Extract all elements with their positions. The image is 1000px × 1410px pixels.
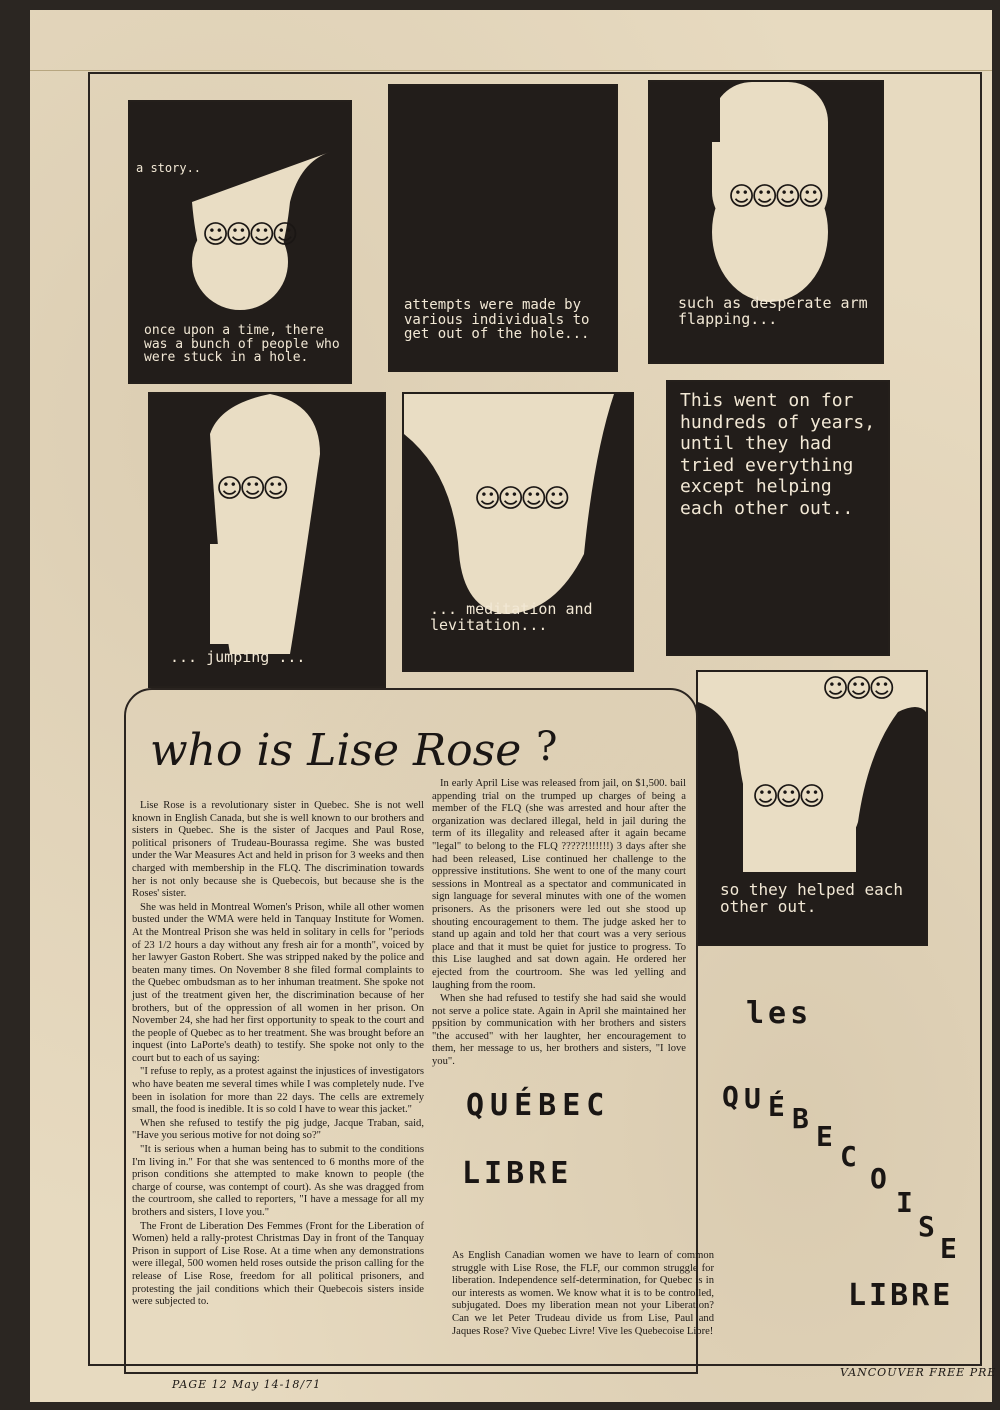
panel-2-caption: attempts were made by various individuals to get out of the hole... [404, 297, 590, 343]
panel-5-caption: ... meditation and levitation... [430, 600, 593, 634]
slogan-letter: B [792, 1102, 809, 1135]
article-paragraph: In early April Lise was released from jail, on $1,500. bail appending trial on the trumped up charges of being a member of the FLQ (she was arrested and hour after the organization was declared illegal, held in jail during the term of its illegality and released after it again became "legal" to belong to the FLQ ?????!!!!!!!) 3 days after she had been released, Lise continued her challenge to the oppressive institutions. She went to one of the many court sessions in Montreal as a spectator and communicated in sign language for several minutes with one of the women prisoners. As the prisoners were led out she stood up shouting encouragement to them. The judge asked her to stand up again and told her that court was a very serious place and that it must be quiet for justice to progress. To this Lise laughed and sat down again. He ordered her ejected from the courtroom. She was led yelling and laughing from the room. [432, 778, 686, 991]
slogan-letter: S [918, 1210, 935, 1243]
comic-panel-2 [388, 84, 618, 372]
comic-panel-7 [696, 670, 928, 946]
article-paragraph: She was held in Montreal Women's Prison, while all other women busted under the WMA were held in Tanquay Institute for Women. At the Montreal Prison she was held in solitary in cells for "periods of 23 1/2 hours a day without any fresh air for a month", voiced by her lawyer Gaston Robert. She was stripped naked by the police and beaten many times. On November 8 she filed formal complaints to the Quebec ombudsman as to her inhuman treatment. She spoke not just of the treatment given her, the discrimination because of her brothers, but of the oppression of all women in her prison. On November 24, she had her first opportunity to speak to the court and the people of Quebec as to her treatment. She was brought before an inquest (into LaPorte's death) to testify. She spoke not only to the court but to each of us saying: [132, 901, 424, 1064]
slogan-letter: É [768, 1090, 785, 1123]
quebec-slogan: QUÉBEC [466, 1088, 611, 1123]
panel-3-caption: such as desperate arm flapping... [678, 294, 868, 328]
article-title: who is Lise Rose [150, 725, 522, 776]
slogan-letter: I [896, 1186, 913, 1219]
comic-panel-3 [648, 80, 884, 364]
people-figures-top: ☺☺☺ [822, 674, 892, 704]
article-paragraph: "It is serious when a human being has to submit to the conditions I'm living in." For that she was sentenced to 6 months more of the prison conditions she attempted to make known to people (the charge of course, was contempt of court). As she was dragged from the courtroom, she called to reporters, "I have a message for all my brothers and sisters, I love you." [132, 1144, 424, 1218]
article-paragraph: When she refused to testify the pig judge, Jacque Traban, said, "Have you serious motive for not doing so?" [132, 1117, 424, 1142]
les-slogan: les [746, 996, 813, 1031]
slogan-letter: E [940, 1232, 957, 1265]
people-figures: ☺☺☺☺ [202, 220, 295, 250]
panel-4-caption: ... jumping ... [170, 648, 306, 666]
closing-paragraph: As English Canadian women we have to learn of common struggle with Lise Rose, the FLF, our common struggle for liberation. Independence self-determination, for Quebec is in our interests as women. We know what it is to be controlled, subjugated. Does my liberation mean not your Liberation? Can we let Peter Trudeau divide us from Lise, Paul and Jaques Rose? Vive Quebec Livre! Vive les Quebecoise Libre! [452, 1250, 714, 1337]
article-column-1 [132, 800, 424, 1310]
libre-slogan: LIBRE [462, 1156, 573, 1191]
article-column-2 [432, 778, 686, 1070]
article-paragraph: "I refuse to reply, as a protest against the injustices of investigators who have beaten me several times while I was completely nude. I've been in isolation for more than 22 days. The cells are extremely small, the food is inedible. It is so cold I have to wear this jacket." [132, 1066, 424, 1116]
hole-illustration [150, 394, 384, 686]
people-figures: ☺☺☺☺ [474, 484, 567, 514]
comic-panel-4 [148, 392, 386, 688]
comic-panel-6 [666, 380, 890, 656]
page-footer: PAGE 12 May 14-18/71 [172, 1378, 322, 1391]
libre-slogan-2: LIBRE [848, 1278, 954, 1313]
paper-name: VANCOUVER FREE PRE [840, 1366, 997, 1379]
article-paragraph: The Front de Liberation Des Femmes (Front for the Liberation of Women) held a rally-protest Christmas Day in front of the Tanquay Prison in support of Lise Rose. At a time when any demonstrations were illegal, 500 women held roses outside the prison calling for the release of Lise Rose, freedom for all political prisoners, and protesting the jail conditions which their Quebecois sisters inside were subjected to. [132, 1220, 424, 1308]
page-fold [30, 60, 992, 71]
slogan-letter: E [816, 1120, 833, 1153]
comic-panel-1 [128, 100, 352, 384]
slogan-letter: O [870, 1162, 887, 1195]
article-paragraph: Lise Rose is a revolutionary sister in Quebec. She is not well known in English Canada, but she is well known to our brothers and sisters in Quebec. She is the sister of Jacques and Paul Rose, political prisoners of Trudeau-Bourassa regime. She was busted under the War Measures Act and held in prison for 3 weeks and then charged with membership in the FLQ. The discrimination towards her is not only because she is Quebecois, but because she is the Roses' sister. [132, 800, 424, 900]
panel-6-caption: This went on for hundreds of years, until they had tried everything except helping each other out.. [680, 390, 876, 519]
people-figures: ☺☺☺ [216, 474, 286, 504]
people-figures: ☺☺☺ [752, 782, 822, 812]
article-paragraph: When she had refused to testify she had said she would not serve a police state. Again in April she maintained her ppsition by communication with her brothers and sisters "the accused" with her laughter, her encouragement to them, her message to us, her brothers and sisters, "I love you". [432, 993, 686, 1068]
panel-7-caption: so they helped each other out. [720, 880, 904, 916]
article-title-mark: ? [536, 724, 558, 770]
panel-1-caption-top: a story.. [136, 161, 202, 175]
panel-1-caption: once upon a time, there was a bunch of people who were stuck in a hole. [144, 323, 340, 366]
people-figures: ☺☺☺☺ [728, 182, 821, 212]
slogan-letter: U [744, 1082, 761, 1115]
slogan-letter: C [840, 1140, 857, 1173]
slogan-letter: Q [722, 1080, 739, 1113]
comic-panel-5 [402, 392, 634, 672]
